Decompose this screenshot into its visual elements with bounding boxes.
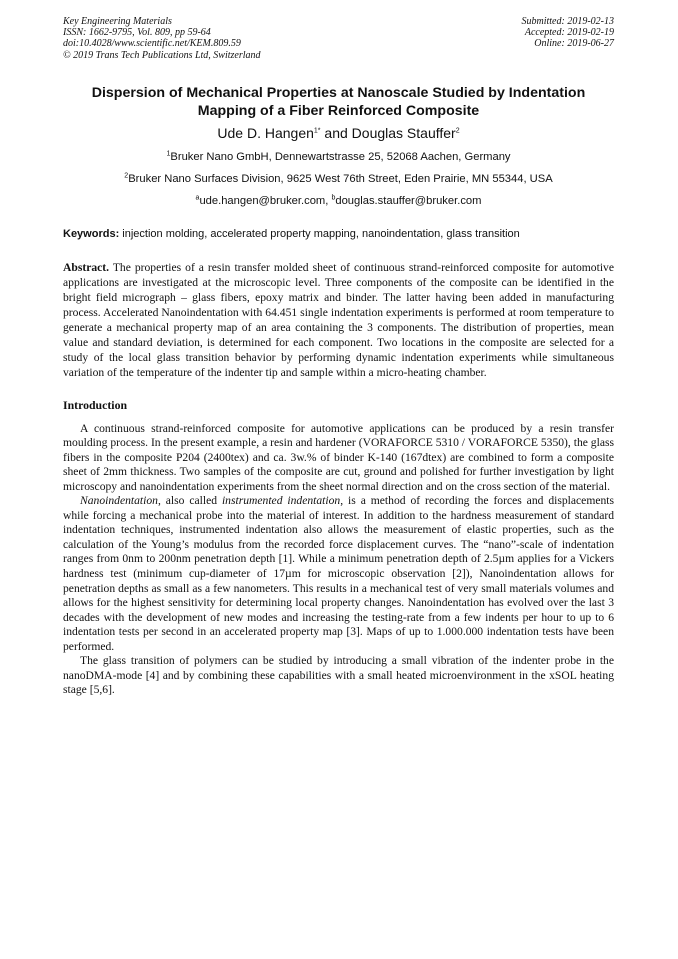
author-emails <box>63 194 614 208</box>
journal-copyright: © 2019 Trans Tech Publications Ltd, Switzerland <box>63 49 261 61</box>
term-instrumented-indentation: instrumented indentation <box>221 494 341 508</box>
journal-info <box>63 16 261 61</box>
journal-name: Key Engineering Materials <box>63 16 172 27</box>
affiliation-2-mark: 2 <box>124 172 129 180</box>
intro-paragraph-2-rest: , is a method of recording the forces and displacements while forcing a mechanical probe into the material of interest. In addition to the hardness measurement of standard indentation techniques, instrumented indentation also allows the measurement of elastic properties, such as the calculation of the Young’s modulus from the recorded force displacement curves. The “nano”-scale of indentation ranges from 0nm to 200nm penetration depth [1]. While a minimum penetration depth of 2.5µm applies for a Vickers hardness test (minimum cup-diameter of 17µm for microscopic observation [2]), Nanoindentation allows for penetration depths as small as a few nanometers. This results in a mechanical test of very small materials volumes and allows for the highest sensitivity for determining local property changes. Nanoindentation has evolved over the last 3 decades with the development of new modes and increasing the testing-rate from a few indents per hour to up to 6 indentation tests per second in an accelerated property map [3]. Maps of up to 1.000.000 indentation tests have been performed. <box>63 494 615 653</box>
keywords-text: injection molding, accelerated property mapping, nanoindentation, glass transition <box>119 227 520 240</box>
author-1-mark: 1* <box>313 127 321 135</box>
intro-paragraph-2 <box>63 494 614 654</box>
abstract <box>63 260 614 381</box>
author-2: Douglas Stauffer <box>351 124 456 141</box>
email-b: douglas.stauffer@bruker.com <box>335 194 482 207</box>
date-submitted: Submitted: 2019-02-13 <box>521 16 614 27</box>
intro-paragraph-1: A continuous strand-reinforced composite for automotive applications can be produced by a resin transfer moulding process. In the present example, a resin and hardener (VORAFORCE 5310 / VORAFORCE 5350), the glass fibers in the composite P204 (2400tex) and ca. 3w.% of binder K-140 (167dtex) are combined to form a composite sheet of 2mm thickness. Two samples of the composite are cut, ground and polished for further investigation by light microscopy and nanoindentation experiments from the sheet normal direction and on the cross section of the material. <box>63 421 614 493</box>
publication-dates <box>522 16 615 61</box>
date-online: Online: 2019-06-27 <box>534 38 614 50</box>
term-nanoindentation: Nanoindentation <box>80 494 158 508</box>
email-b-mark: b <box>331 194 336 202</box>
abstract-label: Abstract. <box>63 260 110 274</box>
affiliation-1 <box>63 150 614 164</box>
paper-title <box>63 84 614 120</box>
author-conjunction: and <box>320 124 352 141</box>
intro-paragraph-3: The glass transition of polymers can be studied by introducing a small vibration of the indenter probe in the nanoDMA-mode [4] and by combining these capabilities with a small heated microenvironment in the xSOL heating stage [5,6]. <box>63 654 614 697</box>
journal-issn: ISSN: 1662-9795, Vol. 809, pp 59-64 <box>63 27 211 39</box>
email-a-mark: a <box>195 194 200 202</box>
journal-doi: doi:10.4028/www.scientific.net/KEM.809.59 <box>63 38 241 50</box>
abstract-text: The properties of a resin transfer molded sheet of continuous strand-reinforced composite for automotive applications are investigated at the microscopic level. Three components of the composite can be identified in the bright field micrograph – glass fibers, epoxy matrix and binder. The latter having been added in manufacturing process. Accelerated Nanoindentation with 64.451 single indentation experiments is performed at room temperature to generate a mechanical property map of an area containing the 3 components. The distribution of properties, mean value and standard deviation, is determined for each component. Two locations in the composite are selected for a study of the local glass transition behavior by performing dynamic indentation experiments while simultaneous variation of the temperature of the indenter tip and sample within a micro-heating chamber. <box>63 260 614 380</box>
section-heading-introduction: Introduction <box>63 397 128 412</box>
affiliation-2 <box>63 172 614 186</box>
keywords <box>63 227 614 241</box>
author-2-mark: 2 <box>455 127 460 135</box>
title-line-2: Mapping of a Fiber Reinforced Composite <box>197 102 480 119</box>
keywords-label: Keywords: <box>63 227 120 240</box>
intro-paragraph-2-mid: , also called <box>157 494 222 508</box>
date-accepted: Accepted: 2019-02-19 <box>524 27 614 39</box>
email-a: ude.hangen@bruker.com, <box>199 194 332 207</box>
author-1: Ude D. Hangen <box>217 124 314 141</box>
affiliation-2-text: Bruker Nano Surfaces Division, 9625 West 76th Street, Eden Prairie, MN 55344, USA <box>128 172 553 185</box>
title-line-1: Dispersion of Mechanical Properties at Nanoscale Studied by Indentation <box>91 84 586 101</box>
affiliation-1-text: Bruker Nano GmbH, Dennewartstrasse 25, 52068 Aachen, Germany <box>170 150 511 163</box>
journal-header <box>63 16 614 61</box>
affiliation-1-mark: 1 <box>166 150 171 158</box>
author-list <box>63 124 614 142</box>
